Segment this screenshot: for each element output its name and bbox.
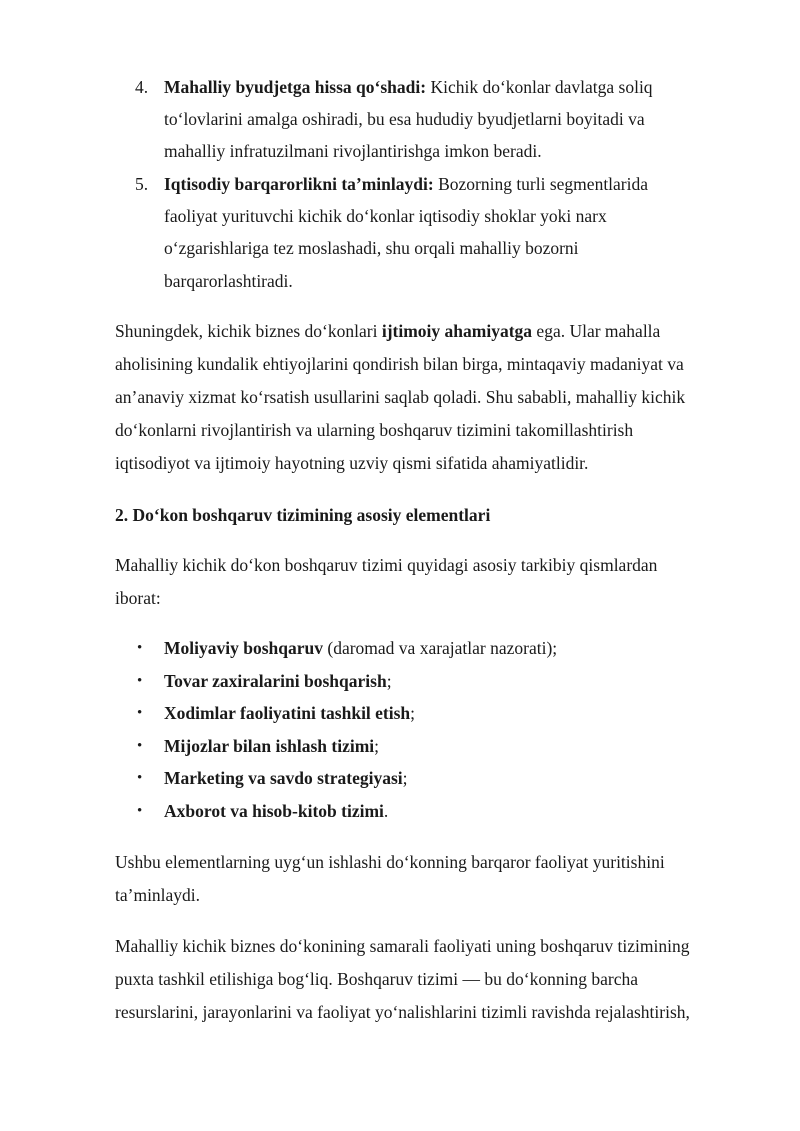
list-item-text: barqarorlashtiradi. (164, 271, 293, 291)
paragraph-line: aholisining kundalik ehtiyojlarini qondirish bilan birga, mintaqaviy madaniyat va (115, 354, 684, 374)
bullet-icon: • (137, 770, 143, 786)
list-number: 4. (135, 77, 149, 97)
paragraph-line: iborat: (115, 588, 161, 608)
bullet-icon: • (137, 640, 143, 656)
section-heading: 2. Do‘kon boshqaruv tizimining asosiy elementlari (115, 505, 491, 525)
paragraph-line: do‘konlarni rivojlantirish va ularning boshqaruv tizimini takomillashtirish (115, 420, 634, 440)
paragraph-line: Mahalliy kichik biznes do‘konining samarali faoliyati uning boshqaruv tizimining (115, 936, 690, 956)
paragraph-line: iqtisodiyot va ijtimoiy hayotning uzviy qismi sifatida ahamiyatlidir. (115, 453, 589, 473)
paragraph-line: ta’minlaydi. (115, 885, 201, 905)
list-item: Tovar zaxiralarini boshqarish; (164, 671, 392, 691)
list-item: Axborot va hisob-kitob tizimi. (164, 801, 389, 821)
bullet-icon: • (137, 738, 143, 754)
bullet-icon: • (137, 803, 143, 819)
list-item-text: to‘lovlarini amalga oshiradi, bu esa hududiy byudjetlarni boyitadi va (164, 109, 645, 129)
paragraph-line: Ushbu elementlarning uyg‘un ishlashi do‘konning barqaror faoliyat yuritishini (115, 852, 665, 872)
list-item-text: Mahalliy byudjetga hissa qo‘shadi: Kichik do‘konlar davlatga soliq (164, 77, 653, 97)
list-item-text: faoliyat yurituvchi kichik do‘konlar iqtisodiy shoklar yoki narx (164, 206, 607, 226)
list-item-text: mahalliy infratuzilmani rivojlantirishga imkon beradi. (164, 141, 542, 161)
list-item-text: o‘zgarishlariga tez moslashadi, shu orqali mahalliy bozorni (164, 238, 579, 258)
paragraph-line: Shuningdek, kichik biznes do‘konlari ijtimoiy ahamiyatga ega. Ular mahalla (115, 321, 661, 341)
paragraph-line: resurslarini, jarayonlarini va faoliyat yo‘nalishlarini tizimli ravishda rejalashtirish, (115, 1002, 690, 1022)
list-number: 5. (135, 174, 149, 194)
bullet-icon: • (137, 673, 143, 689)
paragraph-line: Mahalliy kichik do‘kon boshqaruv tizimi quyidagi asosiy tarkibiy qismlardan (115, 555, 658, 575)
list-item-title: Mahalliy byudjetga hissa qo‘shadi: (164, 77, 427, 97)
list-item: Xodimlar faoliyatini tashkil etish; (164, 703, 416, 723)
paragraph-line: an’anaviy xizmat ko‘rsatish usullarini saqlab qoladi. Shu sababli, mahalliy kichik (115, 387, 686, 407)
paragraph-line: puxta tashkil etilishiga bog‘liq. Boshqaruv tizimi — bu do‘konning barcha (115, 969, 638, 989)
bullet-icon: • (137, 705, 143, 721)
list-item: Mijozlar bilan ishlash tizimi; (164, 736, 380, 756)
list-item: Marketing va savdo strategiyasi; (164, 768, 408, 788)
list-item-text: Iqtisodiy barqarorlikni ta’minlaydi: Bozorning turli segmentlarida (164, 174, 649, 194)
list-item: Moliyaviy boshqaruv (daromad va xarajatlar nazorati); (164, 638, 558, 658)
list-item-title: Iqtisodiy barqarorlikni ta’minlaydi: (164, 174, 434, 194)
